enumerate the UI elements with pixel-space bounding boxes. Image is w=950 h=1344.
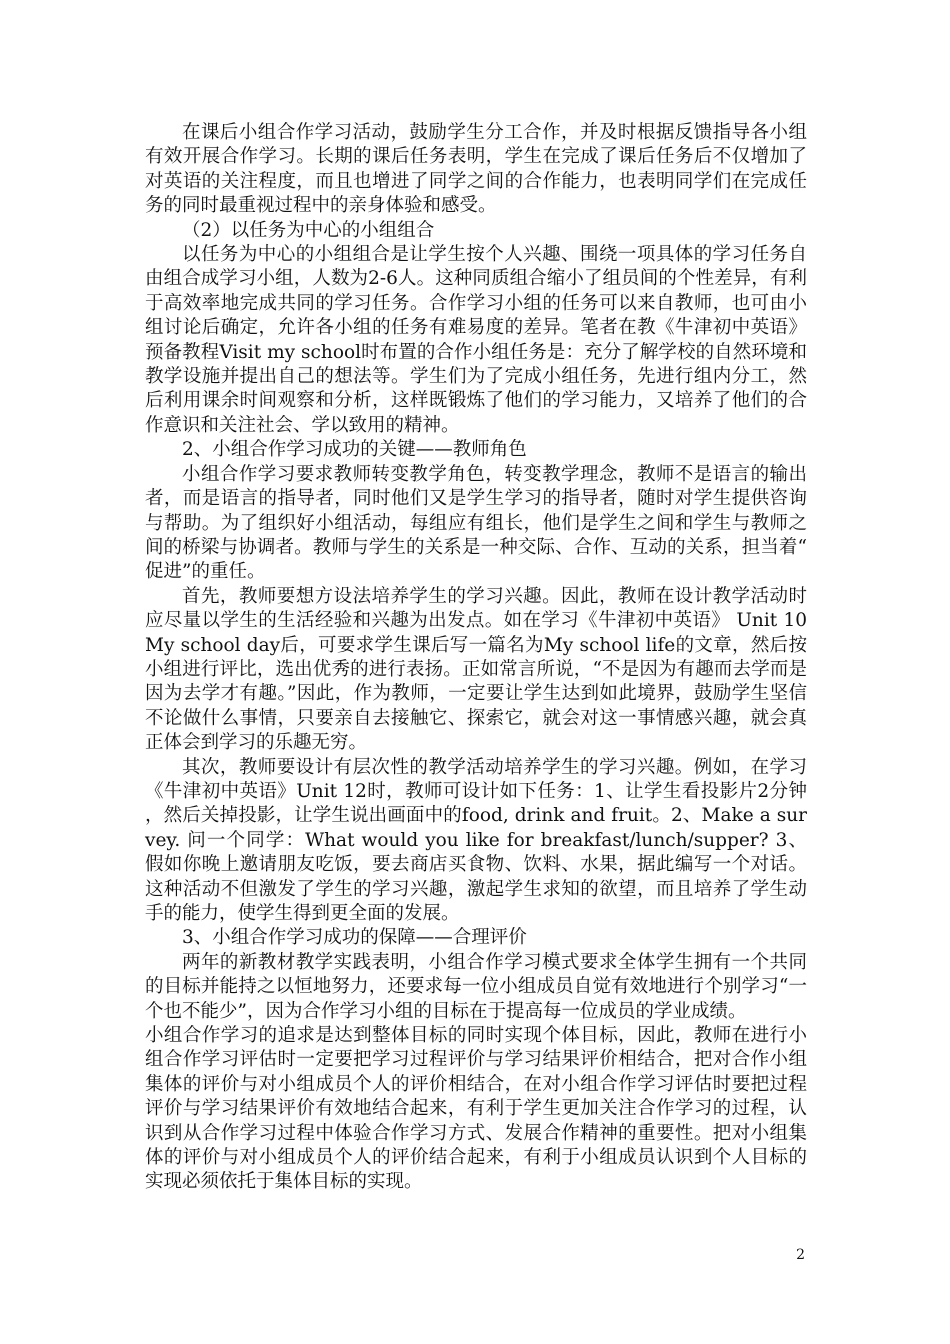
page-number: 2	[796, 1247, 805, 1263]
heading-reasonable-evaluation: 3、小组合作学习成功的保障——合理评价	[182, 927, 527, 949]
heading-teacher-role: 2、小组合作学习成功的关键——教师角色	[182, 439, 527, 461]
paragraph-first-interest: 首先，教师要想方设法培养学生的学习兴趣。因此，教师在设计教学活动时应尽量以学生的生活经验和兴趣为出发点。如在学习《牛津初中英语》 Unit 10 My school day后，可要求学生课后写一篇名为My school life的文章，然后按小组进行评比，选出优秀的进行表扬。正如常言所说，“不是因为有趣而去学而是因为去学才有趣。”因此，作为教师，一定要让学生达到如此境界，鼓励学生坚信不论做什么事情，只要亲自去接触它、探索它，就会对这一事情感兴趣，就会真正体会到学习的乐趣无穷。	[145, 585, 807, 754]
paragraph-teacher-role: 小组合作学习要求教师转变教学角色，转变教学理念，教师不是语言的输出者，而是语言的指导者，同时他们又是学生学习的指导者，随时对学生提供咨询与帮助。为了组织好小组活动，每组应有组长，他们是学生之间和学生与教师之间的桥梁与协调者。教师与学生的关系是一种交际、合作、互动的关系，担当着“促进”的重任。	[145, 463, 807, 583]
paragraph-two-year-practice: 两年的新教材教学实践表明，小组合作学习模式要求全体学生拥有一个共同的目标并能持之以恒地努力，还要求每一位小组成员自觉有效地进行个别学习“一个也不能少”，因为合作学习小组的目标在于提高每一位成员的学业成绩。	[145, 951, 807, 1022]
paragraph-task-centered-groups: 以任务为中心的小组组合是让学生按个人兴趣、围绕一项具体的学习任务自由组合成学习小组，人数为2-6人。这种同质组合缩小了组员间的个性差异，有利于高效率地完成共同的学习任务。合作学习小组的任务可以来自教师，也可由小组讨论后确定，允许各小组的任务有难易度的差异。笔者在教《牛津初中英语》预备教程Visit my school时布置的合作小组任务是：充分了解学校的自然环境和教学设施并提出自己的想法等。学生们为了完成小组任务，先进行组内分工，然后利用课余时间观察和分析，这样既锻炼了他们的学习能力，又培养了他们的合作意识和关注社会、学以致用的精神。	[145, 244, 807, 436]
subheading-task-centered-groups: （2）以任务为中心的小组组合	[182, 219, 435, 241]
document-body	[145, 121, 807, 1195]
paragraph-evaluation-goals: 小组合作学习的追求是达到整体目标的同时实现个体目标，因此，教师在进行小组合作学习评估时一定要把学习过程评价与学习结果评价相结合，把对合作小组集体的评价与对小组成员个人的评价相结合，在对小组合作学习评估时要把过程评价与学习结果评价有效地结合起来，有利于学生更加关注合作学习的过程，认识到从合作学习过程中体验合作学习方式、发展合作精神的重要性。把对小组集体的评价与对小组成员个人的评价结合起来，有利于小组成员认识到个人目标的实现必须依托于集体目标的实现。	[145, 1025, 807, 1193]
paragraph-after-class-cooperation: 在课后小组合作学习活动，鼓励学生分工合作，并及时根据反馈指导各小组有效开展合作学习。长期的课后任务表明，学生在完成了课后任务后不仅增加了对英语的关注程度，而且也增进了同学之间的合作能力，也表明同学们在完成任务的同时最重视过程中的亲身体验和感受。	[145, 122, 807, 217]
paragraph-second-activities: 其次，教师要设计有层次性的教学活动培养学生的学习兴趣。例如，在学习《牛津初中英语》Unit 12时，教师可设计如下任务：1、让学生看投影片2分钟，然后关掉投影，让学生说出画面中的food, drink and fruit。2、Make a survey. 问一个同学：What would you like for breakfast/lunch/supper? 3、假如你晚上邀请朋友吃饭，要去商店买食物、饮料、水果，据此编写一个对话。这种活动不但激发了学生的学习兴趣，激起学生求知的欲望，而且培养了学生动手的能力，使学生得到更全面的发展。	[145, 756, 807, 924]
